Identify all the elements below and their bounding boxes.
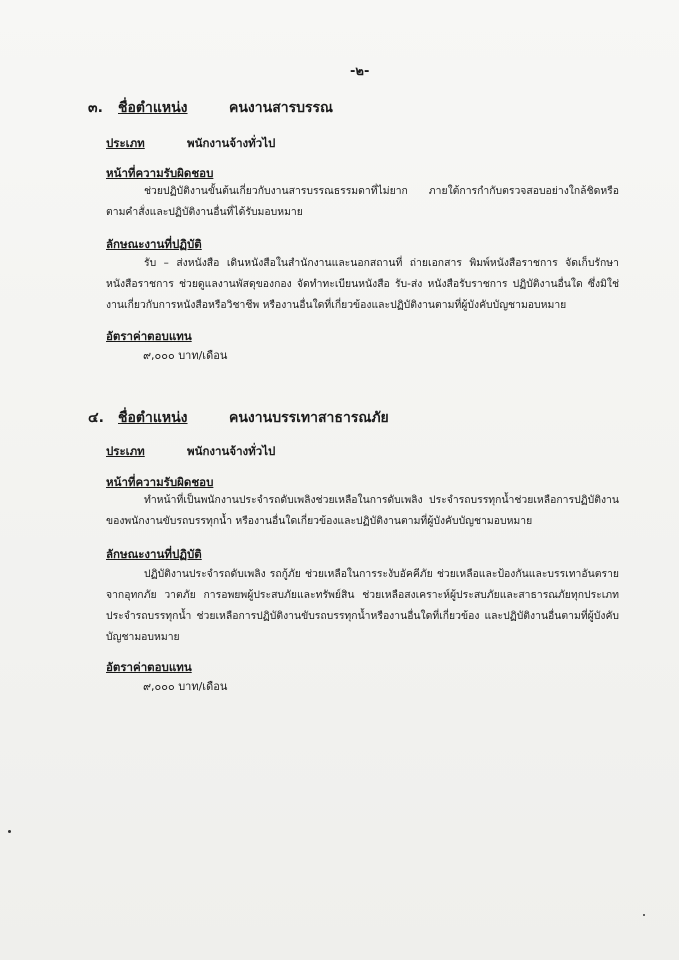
position-title-label: ชื่อตำแหน่ง: [118, 100, 188, 116]
work-text: ปฏิบัติงานประจำรถดับเพลิง รถกู้ภัย ช่วยเหลือในการระงับอัคคีภัย ช่วยเหลือและป้องกันและบรรเทาอันตรายจากอุทกภัย วาตภัย การอพยพผู้ประสบภัยและทรัพย์สิน ช่วยเหลือสงเคราะห์ผู้ประสบภัยและสาธารณภัยทุกประเภท ประจำรถบรรทุกน้ำ ช่วยเหลือการปฏิบัติงานขับรถบรรทุกน้ำหรืองานอื่นใดที่เกี่ยวข้อง และปฏิบัติงานอื่นตามที่ผู้บังคับบัญชามอบหมาย: [106, 568, 619, 643]
section-number: ๓.: [88, 100, 103, 116]
duty-label: หน้าที่ความรับผิดชอบ: [106, 166, 214, 180]
position-title: คนงานบรรเทาสาธารณภัย: [229, 410, 389, 426]
position-title-label: ชื่อตำแหน่ง: [118, 410, 188, 426]
work-text: รับ – ส่งหนังสือ เดินหนังสือในสำนักงานและนอกสถานที่ ถ่ายเอกสาร พิมพ์หนังสือราชการ จัดเก็บรักษาหนังสือราชการ ช่วยดูแลงานพัสดุของกอง จัดทำทะเบียนหนังสือ รับ-ส่ง หนังสือรับราชการ ปฏิบัติงานอื่นใด ซึ่งมิใช่งานเกี่ยวกับการหนังสือหรือวิชาชีพ หรืองานอื่นใดที่เกี่ยวข้องและปฏิบัติงานตามที่ผู้บังคับบัญชามอบหมาย: [106, 257, 619, 311]
rate-label: อัตราค่าตอบแทน: [106, 660, 192, 674]
rate-label: อัตราค่าตอบแทน: [106, 329, 192, 343]
employment-type: พนักงานจ้างทั่วไป: [187, 136, 276, 150]
duty-text: ช่วยปฏิบัติงานขั้นต้นเกี่ยวกับงานสารบรรณธรรมดาที่ไม่ยาก ภายใต้การกำกับตรวจสอบอย่างใกล้ชิดหรือตามคำสั่งและปฏิบัติงานอื่นที่ได้รับมอบหมาย: [106, 185, 619, 218]
employment-type: พนักงานจ้างทั่วไป: [187, 444, 276, 458]
section-number: ๔.: [88, 410, 104, 426]
position-title: คนงานสารบรรณ: [229, 100, 334, 116]
work-label: ลักษณะงานที่ปฏิบัติ: [106, 237, 202, 251]
scan-speck: [8, 830, 11, 833]
scan-speck: [643, 914, 645, 916]
duty-label: หน้าที่ความรับผิดชอบ: [106, 475, 214, 489]
rate-value: ๙,๐๐๐ บาท/เดือน: [143, 349, 228, 362]
type-label: ประเภท: [106, 136, 145, 150]
work-label: ลักษณะงานที่ปฏิบัติ: [106, 547, 202, 561]
page-number: -๒-: [350, 64, 370, 79]
type-label: ประเภท: [106, 444, 145, 458]
duty-text: ทำหน้าที่เป็นพนักงานประจำรถดับเพลิงช่วยเหลือในการดับเพลิง ประจำรถบรรทุกน้ำช่วยเหลือการปฏิบัติงานของพนักงานขับรถบรรทุกน้ำ หรืองานอื่นใดเกี่ยวข้องและปฏิบัติงานตามที่ผู้บังคับบัญชามอบหมาย: [106, 494, 619, 527]
rate-value: ๙,๐๐๐ บาท/เดือน: [143, 680, 228, 693]
